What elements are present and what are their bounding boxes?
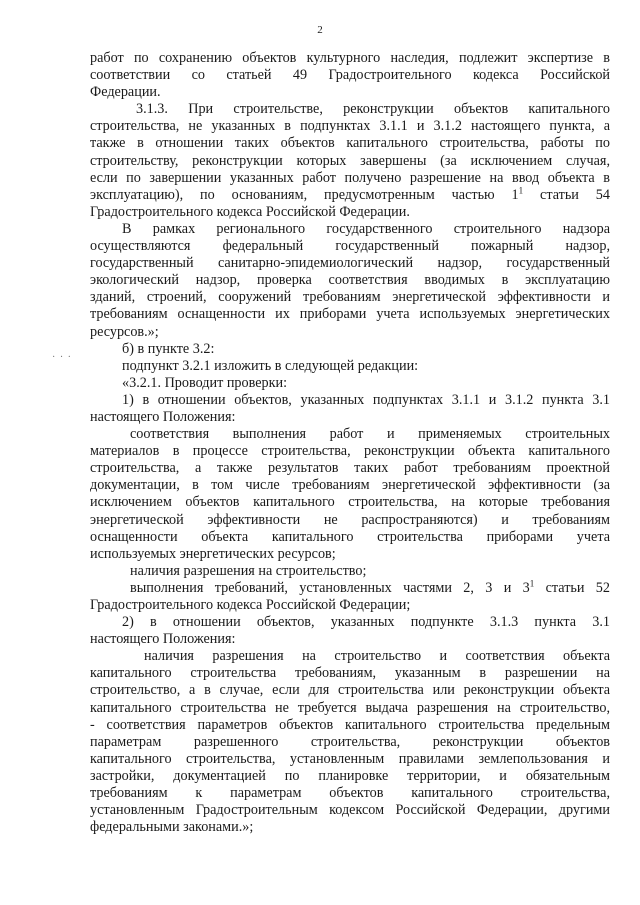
- text-line-content: установленным Градостроительным кодексом Российской Федерации, другими: [90, 802, 610, 819]
- text-line-content: «3.2.1. Проводит проверки:: [122, 374, 288, 391]
- text-line: [90, 614, 610, 631]
- text-line-content: осуществляются федеральный государственный пожарный надзор,: [90, 238, 610, 255]
- text-line: [90, 631, 610, 648]
- text-line-content: материалов в процессе строительства, реконструкции объекта капитального: [90, 443, 610, 460]
- text-line-content: используемых энергетических ресурсов;: [90, 545, 336, 562]
- text-line: [90, 819, 610, 836]
- margin-mark: · · ·: [52, 352, 72, 363]
- text-line-content: требованиям оснащенности их приборами учета используемых энергетических: [90, 306, 610, 323]
- text-line-content: зданий, строений, сооружений требованиям энергетической эффективности и: [90, 289, 610, 306]
- text-line: [90, 512, 610, 529]
- text-line-content: энергетической эффективности не распространяются) и требованиям: [90, 511, 610, 528]
- text-line: [90, 477, 610, 494]
- text-line: [90, 153, 610, 170]
- text-line-continuation: статьи 54: [523, 186, 610, 203]
- text-line-content: - соответствия параметров объектов капитального строительства предельным: [90, 716, 610, 733]
- text-line: [90, 785, 610, 802]
- text-line-content: В рамках регионального государственного строительного надзора: [122, 220, 610, 237]
- text-line-content: капитального строительства, установленным правилами землепользования и: [90, 750, 610, 767]
- text-line: [90, 409, 610, 426]
- text-line-content: капитального строительства не требуется выдача разрешения на строительство,: [90, 699, 610, 716]
- text-line: [90, 426, 610, 443]
- text-line-content: капитального строительства требованиям, указанным в разрешении на: [90, 665, 610, 682]
- text-line: [90, 101, 610, 118]
- text-line: [90, 118, 610, 135]
- text-line: [90, 717, 610, 734]
- text-line-content: строительства, не указанных в подпунктах 3.1.1 и 3.1.2 настоящего пункта, а: [90, 118, 610, 135]
- text-line: [90, 734, 610, 751]
- text-line-content: соответствия выполнения работ и применяемых строительных: [130, 426, 610, 443]
- text-line: [90, 648, 610, 665]
- text-line: [90, 306, 610, 323]
- text-line-content: соответствии со статьей 49 Градостроительного кодекса Российской: [90, 67, 610, 84]
- text-line-content: Градостроительного кодекса Российской Федерации;: [90, 597, 411, 613]
- text-line: [90, 204, 610, 221]
- text-line-content: 1) в отношении объектов, указанных подпунктах 3.1.1 и 3.1.2 пункта 3.1: [122, 391, 610, 408]
- text-line-content: Градостроительного кодекса Российской Федерации.: [90, 203, 410, 220]
- text-line: [90, 170, 610, 187]
- text-line-content: настоящего Положения:: [90, 631, 236, 648]
- text-line-content: также в отношении таких объектов капитального строительства, работы по: [90, 135, 610, 152]
- document-body: [90, 50, 610, 836]
- text-line-content: строительство, а в случае, если для строительства или реконструкции объекта: [90, 682, 610, 699]
- text-line: [90, 751, 610, 768]
- text-line-content: федеральными законами.»;: [90, 819, 254, 836]
- text-line-content: эксплуатацию), по основаниям, предусмотренным частью 1: [90, 186, 519, 203]
- text-line-content: ресурсов.»;: [90, 323, 159, 340]
- text-line-content: оснащенности объекта капитального строительства приборами учета: [90, 528, 610, 545]
- text-line: [90, 67, 610, 84]
- text-line: [90, 238, 610, 255]
- text-line-continuation: статьи 52: [534, 579, 610, 596]
- text-line-content: наличия разрешения на строительство и соответствия объекта: [144, 648, 610, 665]
- text-line-content: настоящего Положения:: [90, 408, 236, 425]
- text-line-content: наличия разрешения на строительство;: [130, 562, 367, 579]
- text-line: [90, 802, 610, 819]
- text-line: [90, 682, 610, 699]
- text-line: [90, 580, 610, 597]
- text-line-content: выполнения требований, установленных частями 2, 3 и 3: [130, 579, 530, 596]
- text-line: [90, 665, 610, 682]
- text-line-content: 2) в отношении объектов, указанных подпункте 3.1.3 пункта 3.1: [122, 614, 610, 631]
- text-line: [90, 135, 610, 152]
- text-line-content: исключением объектов капитального строительства, на которые требования: [90, 494, 610, 511]
- text-line: [90, 187, 610, 204]
- text-line-content: строительству, реконструкции которых завершены (за исключением случая,: [90, 152, 610, 169]
- text-line-content: государственный санитарно-эпидемиологический надзор, государственный: [90, 255, 610, 272]
- text-line-content: строительства, а также результатов таких работ требованиям проектной: [90, 460, 610, 477]
- text-line-content: Федерации.: [90, 84, 161, 101]
- text-line-content: требованиям к параметрам объектов капитального строительства,: [90, 785, 610, 802]
- text-line: [90, 768, 610, 785]
- text-line-content: параметрам разрешенного строительства, реконструкции объектов: [90, 733, 610, 750]
- text-line-content: работ по сохранению объектов культурного наследия, подлежит экспертизе в: [90, 50, 610, 66]
- text-line: [90, 289, 610, 306]
- text-line-content: 3.1.3. При строительстве, реконструкции объектов капитального: [136, 101, 610, 118]
- text-line: [90, 546, 610, 563]
- text-line: [90, 341, 610, 358]
- text-line-content: документации, в том числе требованиям энергетической эффективности (за: [90, 477, 610, 494]
- text-line: [90, 443, 610, 460]
- text-line: [90, 597, 610, 614]
- text-line: [90, 84, 610, 101]
- text-line: [90, 375, 610, 392]
- text-line: [90, 460, 610, 477]
- text-line-content: если по завершении указанных работ получено разрешение на ввод объекта в: [90, 169, 610, 186]
- superscript: 1: [518, 185, 524, 196]
- text-line: [90, 255, 610, 272]
- text-line: [90, 700, 610, 717]
- text-line: [90, 221, 610, 238]
- text-line: [90, 392, 610, 409]
- text-line: [90, 358, 610, 375]
- text-line-content: застройки, документацией по планировке территории, и обязательным: [90, 767, 610, 784]
- text-line: [90, 529, 610, 546]
- text-line-content: экологический надзор, проверка соответствия вводимых в эксплуатацию: [90, 272, 610, 289]
- text-line: [90, 324, 610, 341]
- superscript: 1: [529, 578, 535, 589]
- page-number: 2: [317, 24, 323, 36]
- text-line: [90, 50, 610, 67]
- text-line-content: б) в пункте 3.2:: [122, 340, 215, 357]
- text-line: [90, 494, 610, 511]
- text-line-content: подпункт 3.2.1 изложить в следующей редакции:: [122, 357, 419, 374]
- text-line: [90, 272, 610, 289]
